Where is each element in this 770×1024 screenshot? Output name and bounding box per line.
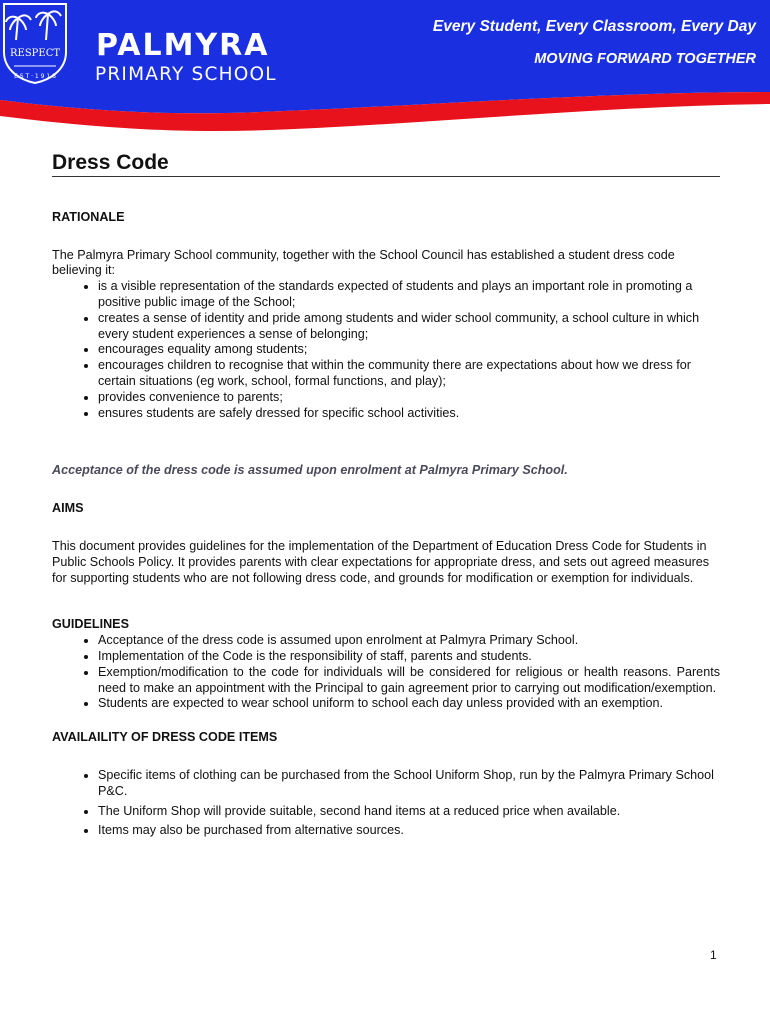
motto-line-2: MOVING FORWARD TOGETHER xyxy=(534,51,756,67)
motto-line-1: Every Student, Every Classroom, Every Day xyxy=(432,18,756,35)
school-subtitle: PRIMARY SCHOOL xyxy=(95,64,277,85)
svg-text:RESPECT: RESPECT xyxy=(9,48,61,59)
aims-heading: AIMS xyxy=(52,501,84,516)
availability-heading: AVAILAILITY OF DRESS CODE ITEMS xyxy=(52,730,278,745)
rationale-heading: RATIONALE xyxy=(52,209,125,224)
list-item: • Acceptance of the dress code is assumed upon enrolment at Palmyra Primary School. xyxy=(98,633,720,649)
page-title: Dress Code xyxy=(52,155,720,177)
list-item: • encourages equality among students; xyxy=(98,342,720,358)
svg-text:E S T · 1 9 1 8: E S T · 1 9 1 8 xyxy=(14,73,56,80)
rationale-list xyxy=(52,279,720,421)
guidelines-heading: GUIDELINES xyxy=(52,617,129,632)
list-item: • creates a sense of identity and pride among students and wider school community, a school culture in which every student experiences a sense of belonging; xyxy=(98,311,720,343)
guidelines-list xyxy=(52,633,720,712)
list-item: • Items may also be purchased from alternative sources. xyxy=(98,823,720,839)
list-item: • Specific items of clothing can be purchased from the School Uniform Shop, run by the Palmyra Primary School P&C. xyxy=(98,768,720,800)
aims-text: This document provides guidelines for the implementation of the Department of Education Dress Code for Students in Public Schools Policy. It provides parents with clear expectations for appropriate dress, and sets out agreed measures for supporting students who are not following dress code, and grounds for modification or exemption for individuals. xyxy=(52,538,710,585)
page-header xyxy=(0,0,770,140)
list-item: • Implementation of the Code is the responsibility of staff, parents and students. xyxy=(98,649,720,665)
list-item: • is a visible representation of the standards expected of students and plays an important role in promoting a positive public image of the School; xyxy=(98,279,720,311)
list-item: • provides convenience to parents; xyxy=(98,390,720,406)
list-item: • Students are expected to wear school uniform to school each day unless provided with an exemption. xyxy=(98,696,720,712)
document-body xyxy=(52,151,720,839)
list-item: • The Uniform Shop will provide suitable, second hand items at a reduced price when available. xyxy=(98,804,720,820)
school-name: PALMYRA xyxy=(96,28,270,63)
list-item: • ensures students are safely dressed for specific school activities. xyxy=(98,406,720,422)
availability-list xyxy=(52,768,720,839)
page-number: 1 xyxy=(710,948,717,962)
list-item: • Exemption/modification to the code for individuals will be considered for religious or health reasons. Parents need to make an appointment with the Principal to gain agreement prior to carrying out modification/exemption. xyxy=(98,665,720,697)
school-crest-icon xyxy=(0,0,70,84)
rationale-intro: The Palmyra Primary School community, together with the School Council has established a student dress code believing it: xyxy=(52,247,675,278)
list-item: • encourages children to recognise that within the community there are expectations about how we dress for certain situations (eg work, school, formal functions, and play); xyxy=(98,358,720,390)
acceptance-note: Acceptance of the dress code is assumed upon enrolment at Palmyra Primary School. xyxy=(52,463,568,478)
